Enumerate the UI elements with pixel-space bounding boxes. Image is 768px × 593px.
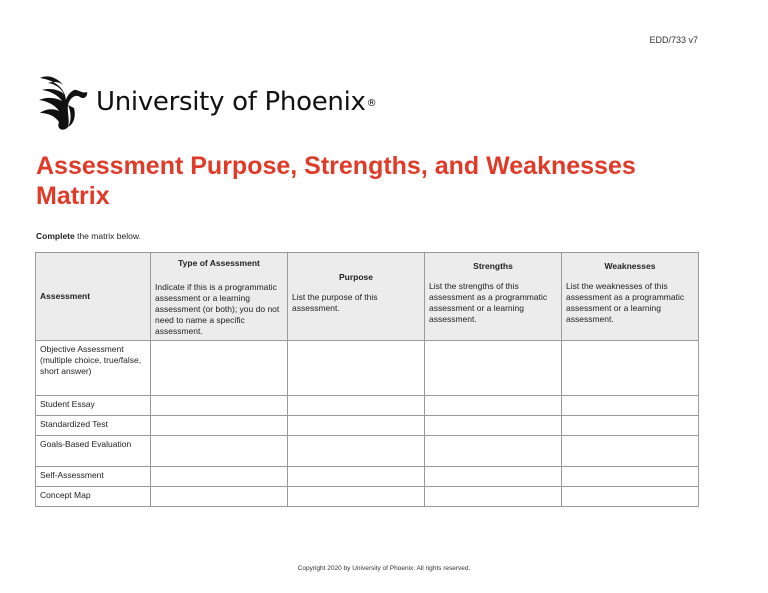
university-logo — [34, 72, 376, 132]
column-title: Type of Assessment — [178, 258, 260, 268]
weaknesses-cell[interactable] — [562, 467, 699, 487]
table-row — [36, 487, 699, 507]
instruction-bold: Complete — [36, 231, 75, 241]
weaknesses-cell[interactable] — [562, 396, 699, 416]
strengths-cell[interactable] — [425, 416, 562, 436]
assessment-matrix-table — [35, 252, 699, 507]
column-description: List the purpose of this assessment. — [292, 292, 378, 313]
column-title: Purpose — [338, 272, 373, 282]
column-header-weaknesses — [562, 253, 699, 341]
strengths-cell[interactable] — [425, 436, 562, 467]
weaknesses-cell[interactable] — [562, 487, 699, 507]
purpose-cell[interactable] — [288, 396, 425, 416]
registered-mark: ® — [366, 98, 377, 109]
strengths-cell[interactable] — [425, 341, 562, 396]
purpose-cell[interactable] — [288, 416, 425, 436]
column-description: Indicate if this is a programmatic assessment or a learning assessment (or both); you do not need to name a specific assessment. — [155, 282, 280, 336]
column-description: List the strengths of this assessment as a programmatic assessment or a learning assessment. — [429, 281, 548, 324]
document-code: EDD/733 v7 — [649, 35, 698, 45]
type-cell[interactable] — [151, 467, 288, 487]
weaknesses-cell[interactable] — [562, 341, 699, 396]
phoenix-bird-icon — [34, 72, 90, 132]
weaknesses-cell[interactable] — [562, 416, 699, 436]
table-row — [36, 467, 699, 487]
column-header-purpose — [288, 253, 425, 341]
table-row — [36, 436, 699, 467]
type-cell[interactable] — [151, 396, 288, 416]
page-title: Assessment Purpose, Strengths, and Weaknesses Matrix — [36, 152, 636, 210]
strengths-cell[interactable] — [425, 487, 562, 507]
table-header-row — [36, 253, 699, 341]
column-description: List the weaknesses of this assessment as a programmatic assessment or a learning assessment. — [566, 281, 685, 324]
strengths-cell[interactable] — [425, 467, 562, 487]
strengths-cell[interactable] — [425, 396, 562, 416]
type-cell[interactable] — [151, 416, 288, 436]
purpose-cell[interactable] — [288, 341, 425, 396]
type-cell[interactable] — [151, 487, 288, 507]
type-cell[interactable] — [151, 341, 288, 396]
column-title: Strengths — [473, 261, 513, 271]
row-label: Concept Map — [36, 487, 151, 507]
table-row — [36, 396, 699, 416]
column-title: Weaknesses — [604, 261, 656, 271]
column-header-type — [151, 253, 288, 341]
table-row — [36, 416, 699, 436]
instruction-rest: the matrix below. — [74, 231, 141, 241]
purpose-cell[interactable] — [288, 436, 425, 467]
weaknesses-cell[interactable] — [562, 436, 699, 467]
logo-name: University of Phoenix — [96, 87, 366, 117]
table-row — [36, 341, 699, 396]
purpose-cell[interactable] — [288, 467, 425, 487]
row-label: Goals-Based Evaluation — [36, 436, 151, 467]
column-header-strengths — [425, 253, 562, 341]
row-label: Student Essay — [36, 396, 151, 416]
row-label: Objective Assessment (multiple choice, true/false, short answer) — [36, 341, 151, 396]
row-label: Self-Assessment — [36, 467, 151, 487]
purpose-cell[interactable] — [288, 487, 425, 507]
column-header-assessment: Assessment — [36, 253, 151, 341]
type-cell[interactable] — [151, 436, 288, 467]
row-label: Standardized Test — [36, 416, 151, 436]
instruction-text — [36, 231, 141, 241]
copyright-footer: Copyright 2020 by University of Phoenix. All rights reserved. — [297, 565, 471, 572]
